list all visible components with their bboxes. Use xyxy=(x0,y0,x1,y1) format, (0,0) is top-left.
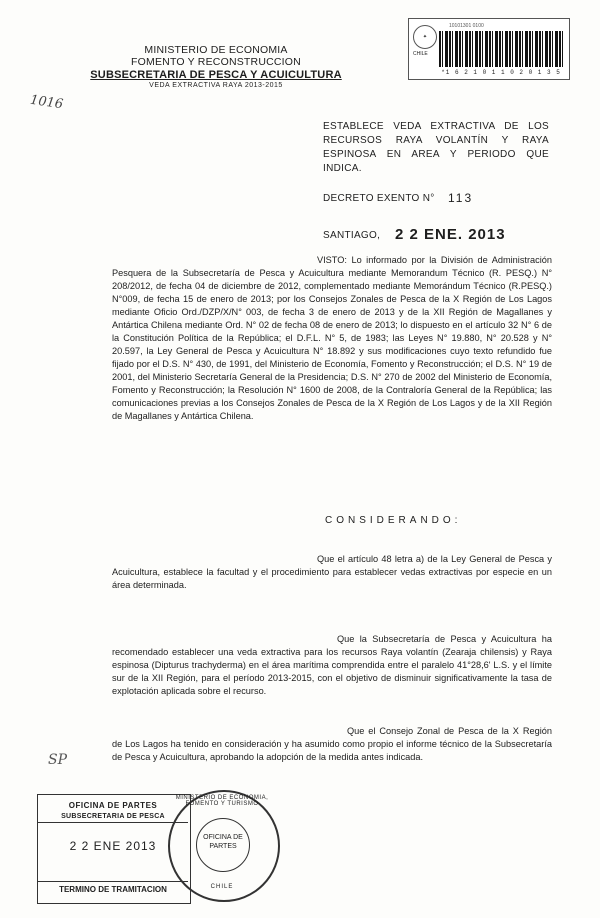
stamp-office: OFICINA DE PARTES xyxy=(68,801,158,810)
file-reference: VEDA EXTRACTIVA RAYA 2013-2015 xyxy=(149,82,283,89)
barcode-top-text: 10101301 0100 xyxy=(449,23,484,29)
consideration-1 xyxy=(112,553,552,592)
decree-number: 113 xyxy=(448,191,474,205)
considering-title: CONSIDERANDO: xyxy=(325,515,462,526)
consideration-2 xyxy=(112,633,552,698)
sticker-country: CHILE xyxy=(413,51,428,57)
emblem-icon: ✦ xyxy=(413,25,437,49)
stamp-status: TERMINO DE TRAMITACION xyxy=(38,881,188,894)
stamp-date: 2 2 ENE 2013 xyxy=(69,839,157,853)
handwritten-initials: SP xyxy=(48,752,68,768)
visto-text: Lo informado por la División de Administración Pesquera de la Subsecretaría de Pesca y Acuicultura mediante Memorandum Técnico (R. PESQ.) N° 208/2012, de fecha 04 de diciembre de 2012, complementado mediante Memorándum Técnico (R.PESQ.) N°009, de fecha 15 de enero de 2013; por los Consejos Zonales de Pesca de la X Región de Los Lagos mediante Oficio Ord./DZP/X/N° 003, de fecha 3 de enero de 2013 y de la XII Región de Magallanes y Antártica Chilena mediante Ord. N° 02 de fecha 08 de enero de 2013; lo dispuesto en el artículo 32 N° 6 de la Constitución Política de la República; el D.F.L. N° 5, de 1983; las Leyes N° 19.880, N° 20.528 y N° 20.597, la Ley General de Pesca y Acuicultura N° 18.892 y sus modificaciones cuyo texto refundido fue fijado por el D.S. N° 430, de 1991, del Ministerio de Economía, Fomento y Reconstrucción; el D.S. N° 19 de 2001, del Ministerio Secretaría General de la Presidencia; D.S. N° 270 de 2002 del Ministerio de Economía, Fomento y Reconstrucción; la Resolución N° 1600 de 2008, de la Contraloría General de la República; las comunicaciones previas a los Consejos Zonales de Pesca de la X Región de Los Lagos y de la XII Región de Magallanes y Antártica Chilena. xyxy=(112,255,552,421)
decree-label: DECRETO EXENTO N° xyxy=(323,193,435,204)
barcode-icon xyxy=(439,31,563,67)
visto-paragraph xyxy=(112,254,552,423)
barcode-sticker xyxy=(408,18,570,80)
city: SANTIAGO, xyxy=(323,230,381,241)
ministry-name: MINISTERIO DE ECONOMIA xyxy=(144,44,288,56)
decree-date: 2 2 ENE. 2013 xyxy=(395,226,506,243)
ministry-subname: FOMENTO Y RECONSTRUCCION xyxy=(131,56,301,68)
seal-ring-text: MINISTERIO DE ECONOMIA, FOMENTO Y TURISMO xyxy=(175,795,269,807)
decree-subject: ESTABLECE VEDA EXTRACTIVA DE LOS RECURSOS RAYA VOLANTÍN Y RAYA ESPINOSA EN AREA Y PERIODO QUE INDICA. xyxy=(323,121,549,174)
consideration-text: Que la Subsecretaría de Pesca y Acuicultura ha recomendado establecer una veda extractiva para los recursos Raya volantín (Zearaja chilensis) y Raya espinosa (Dipturus trachyderma) en el área marítima comprendida entre el paralelo 41°28,6' L.S. y el límite sur de la XII Región, para el período 2013-2015, con el objetivo de disminuir significativamente la tasa de explotación aplicada sobre el recurso. xyxy=(112,634,552,696)
visto-label: VISTO: xyxy=(317,255,347,265)
seal-center-text: OFICINA DE PARTES xyxy=(203,834,243,850)
consideration-3 xyxy=(112,725,552,764)
seal-center xyxy=(196,818,250,872)
stamp-subsecretariat: SUBSECRETARIA DE PESCA xyxy=(38,813,188,823)
handwritten-number: 1016 xyxy=(29,92,64,113)
round-seal xyxy=(168,790,280,902)
consideration-text: Que el artículo 48 letra a) de la Ley General de Pesca y Acuicultura, establece la facultad y el procedimiento para establecer vedas extractivas por especie en un área determinada. xyxy=(112,554,552,590)
decree-line xyxy=(323,191,474,205)
barcode-number: *1 6 2 1 0 1 1 0 2 0 1 3 5 xyxy=(441,69,561,76)
consideration-text: Que el Consejo Zonal de Pesca de la X Región de Los Lagos ha tenido en consideración y ha asumido como propio el informe técnico de la Subsecretaría de Pesca y Acuicultura, aprobando la adopción de la medida antes indicada. xyxy=(112,726,552,762)
seal-bottom-text: CHILE xyxy=(210,884,234,890)
subsecretariat-name: SUBSECRETARIA DE PESCA Y ACUICULTURA xyxy=(90,69,342,81)
place-date-line xyxy=(323,226,506,243)
